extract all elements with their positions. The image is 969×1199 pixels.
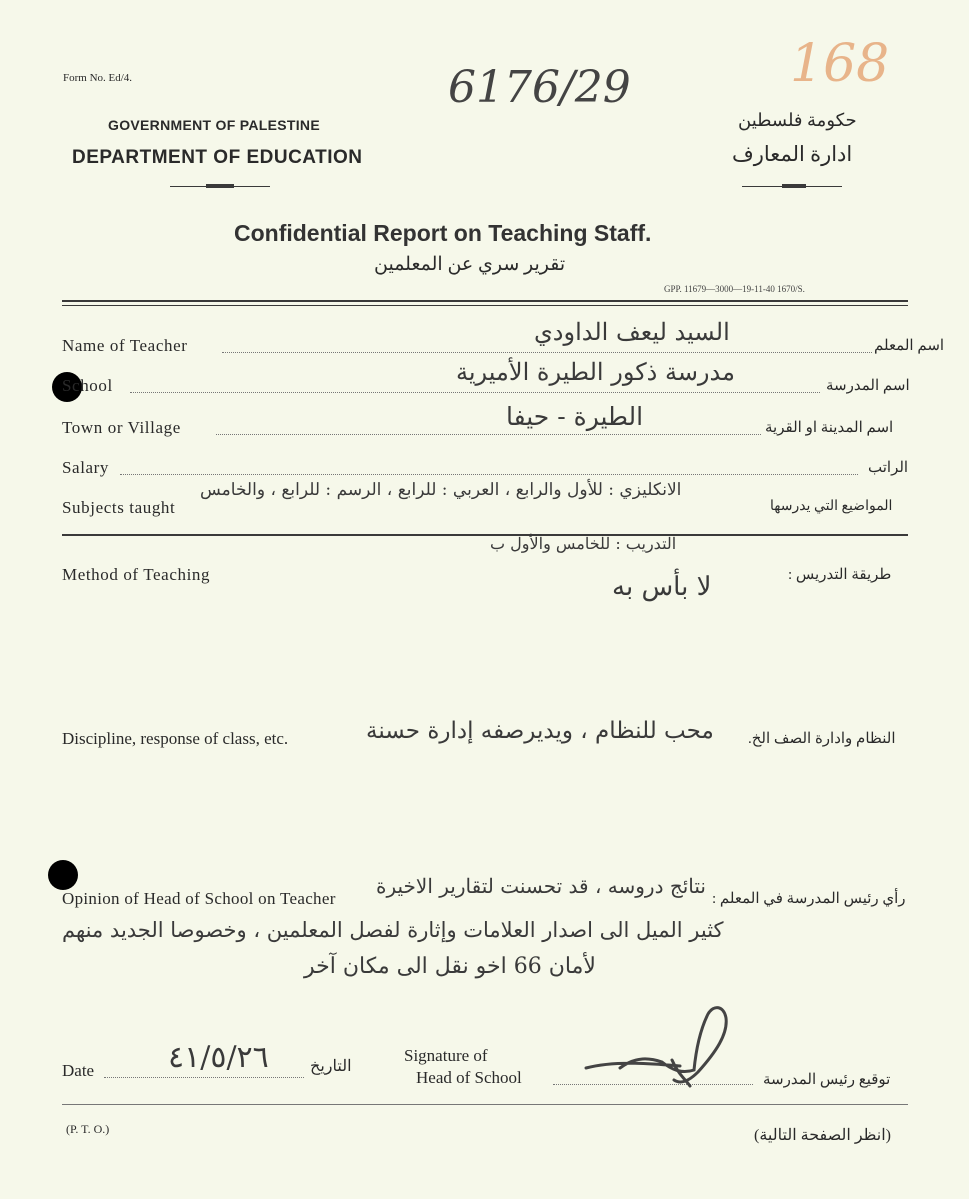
method-label: Method of Teaching	[62, 565, 211, 584]
signature-label-arabic: توقيع رئيس المدرسة	[763, 1072, 891, 1088]
report-title: Confidential Report on Teaching Staff.	[234, 220, 652, 246]
teacher-name-label: Name of Teacher	[62, 336, 188, 355]
form-number: Form No. Ed/4.	[63, 72, 133, 84]
subjects-value-continued: التدريب : للخامس والأول ب	[490, 534, 677, 553]
file-number: 6176/29	[448, 62, 631, 113]
signature-label-line-2: Head of School	[416, 1068, 522, 1087]
signature-mark	[576, 1000, 746, 1090]
teacher-name-label-arabic: اسم المعلم	[874, 338, 945, 354]
school-label-arabic: اسم المدرسة	[826, 378, 910, 394]
government-title: GOVERNMENT OF PALESTINE	[108, 117, 320, 133]
subjects-label: Subjects taught	[62, 498, 176, 517]
school-value: مدرسة ذكور الطيرة الأميرية	[456, 358, 735, 386]
date-dots	[104, 1077, 304, 1078]
print-code: GPP. 11679—3000—19-11-40 1670/S.	[664, 284, 805, 294]
town-label-arabic: اسم المدينة او القرية	[765, 420, 894, 436]
header-divider-right-mark	[782, 184, 806, 188]
pto-note-arabic: (انظر الصفحة التالية)	[754, 1127, 892, 1144]
page-number: 168	[790, 34, 890, 94]
header-divider-left-mark	[206, 184, 234, 188]
date-label: Date	[62, 1061, 95, 1080]
department-title-arabic: ادارة المعارف	[732, 142, 853, 166]
opinion-line-1: نتائج دروسه ، قد تحسنت لتقارير الاخيرة	[376, 874, 706, 898]
salary-dots	[120, 474, 858, 475]
town-dots	[216, 434, 761, 435]
subjects-bottom-rule	[62, 534, 908, 536]
date-value: ٤١/٥/٢٦	[168, 1040, 269, 1075]
teacher-name-dots	[222, 352, 872, 353]
opinion-label-arabic: رأي رئيس المدرسة في المعلم :	[712, 891, 906, 907]
government-title-arabic: حكومة فلسطين	[738, 110, 857, 130]
top-rule-1	[62, 300, 908, 302]
opinion-line-2: كثير الميل الى اصدار العلامات وإثارة لفصل المعلمين ، وخصوصا الجديد منهم	[62, 918, 724, 942]
method-value: لا بأس به	[612, 572, 712, 602]
report-title-arabic: تقرير سري عن المعلمين	[374, 254, 566, 275]
subjects-value: الانكليزي : للأول والرابع ، العربي : للرابع ، الرسم : للرابع ، والخامس	[200, 480, 682, 500]
school-label-text: School	[62, 376, 113, 395]
top-rule-2	[62, 305, 908, 306]
method-label-arabic: طريقة التدريس :	[788, 567, 892, 583]
discipline-label: Discipline, response of class, etc.	[62, 729, 289, 748]
town-label: Town or Village	[62, 418, 181, 437]
salary-label-arabic: الراتب	[868, 460, 909, 476]
discipline-value: محب للنظام ، ويديرصفه إدارة حسنة	[366, 718, 714, 744]
bottom-rule	[62, 1104, 908, 1105]
teacher-name-value: السيد ليعف الداودي	[534, 318, 730, 346]
discipline-label-arabic: النظام وادارة الصف الخ.	[748, 731, 896, 747]
date-label-arabic: التاريخ	[310, 1058, 352, 1075]
school-label	[62, 376, 113, 396]
pto-note: (P. T. O.)	[66, 1122, 110, 1136]
town-value: الطيرة - حيفا	[506, 402, 644, 431]
opinion-label: Opinion of Head of School on Teacher	[62, 889, 336, 908]
punch-hole-bottom	[48, 860, 78, 890]
school-dots	[130, 392, 820, 393]
salary-label: Salary	[62, 458, 110, 477]
department-title: DEPARTMENT OF EDUCATION	[72, 147, 363, 168]
signature-label-line-1: Signature of	[404, 1046, 488, 1065]
opinion-line-3: لأمان 66 اخو نقل الى مكان آخر	[304, 954, 596, 979]
subjects-label-arabic: المواضيع التي يدرسها	[770, 499, 893, 514]
